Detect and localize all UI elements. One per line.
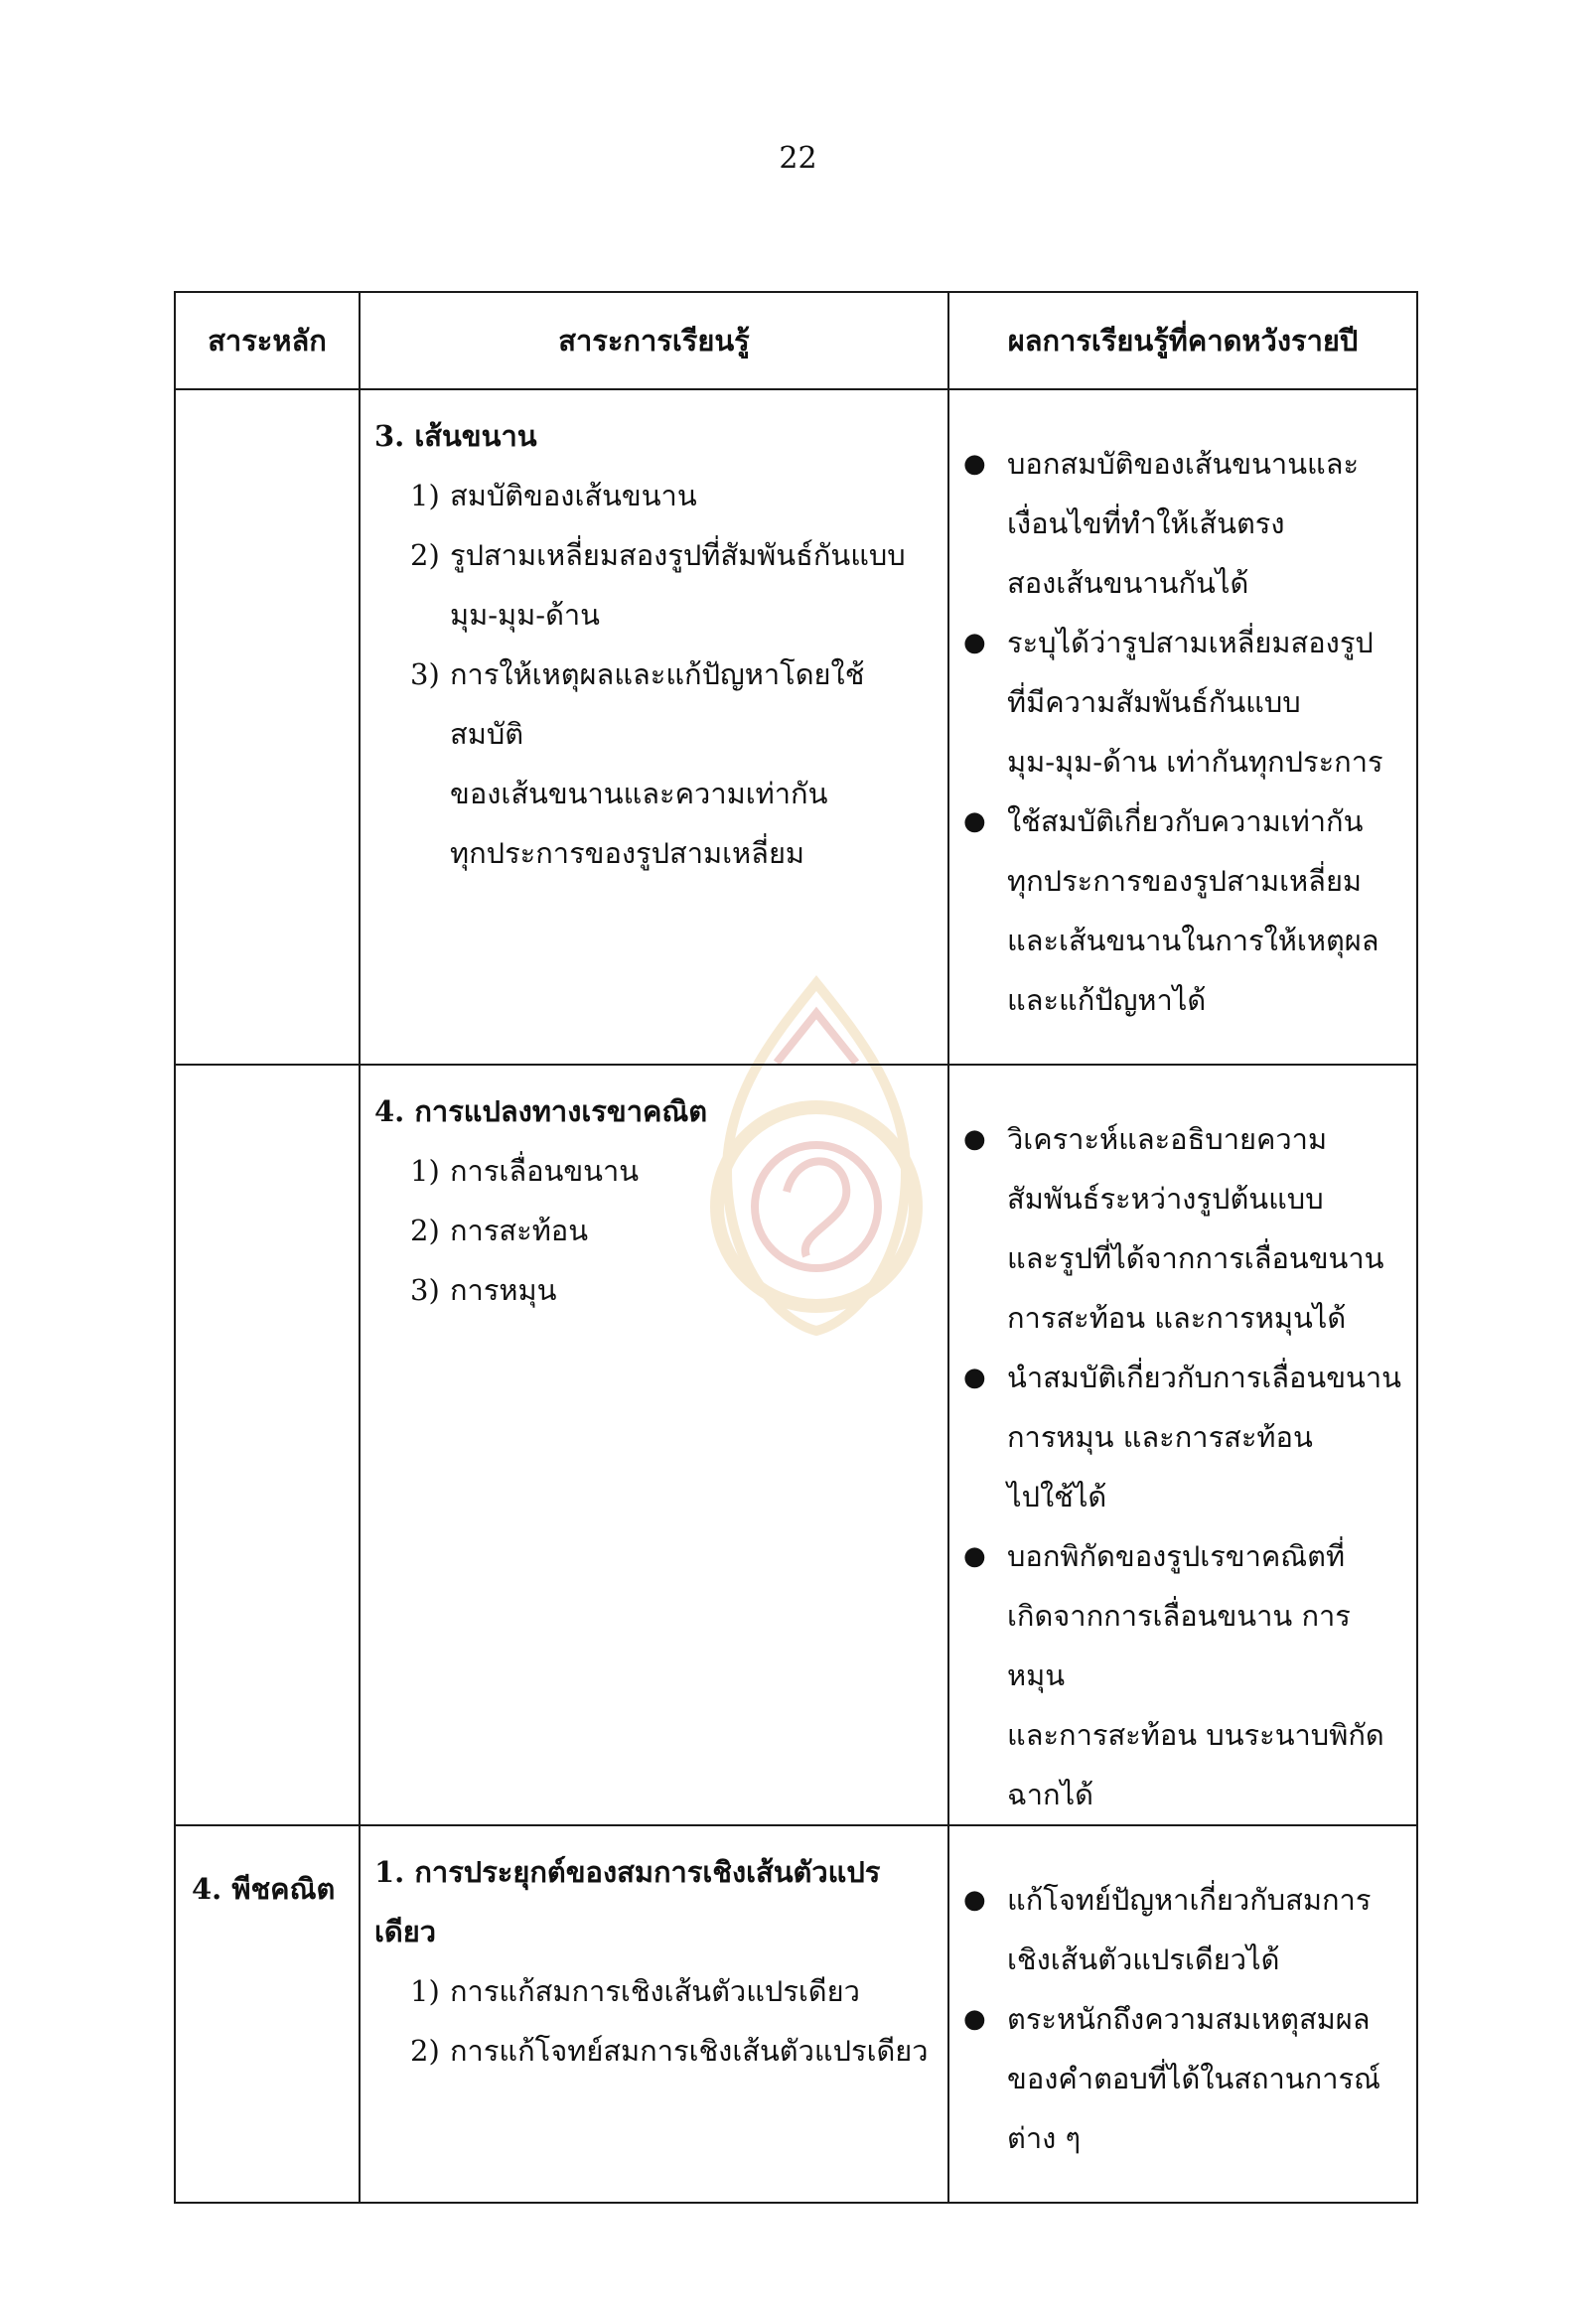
sub-item-number: 2) xyxy=(410,1214,440,1247)
content-cell xyxy=(360,1065,948,1825)
page-number: 22 xyxy=(779,141,817,176)
bullet-icon: ● xyxy=(963,1363,986,1392)
outcome-text-line: สัมพันธ์ระหว่างรูปต้นแบบ xyxy=(1007,1182,1324,1216)
strand-cell xyxy=(175,1065,360,1825)
outcome-text-line: และแก้ปัญหาได้ xyxy=(1007,983,1207,1017)
table-header-row xyxy=(175,292,1417,389)
outcome-text-line: เกิดจากการเลื่อนขนาน การหมุน xyxy=(1007,1599,1351,1692)
outcomes-cell xyxy=(948,1825,1417,2203)
content-cell xyxy=(360,1825,948,2203)
bullet-icon: ● xyxy=(963,1541,986,1571)
content-sub-item xyxy=(374,525,936,645)
outcome-text-line: ตระหนักถึงความสมเหตุสมผล xyxy=(1007,2002,1371,2036)
bullet-icon: ● xyxy=(963,1885,986,1915)
outcome-text-line: บอกสมบัติของเส้นขนานและ xyxy=(1007,447,1360,481)
outcome-text-line: แก้โจทย์ปัญหาเกี่ยวกับสมการ xyxy=(1007,1883,1372,1917)
strand-cell xyxy=(175,389,360,1065)
content-sub-item xyxy=(374,1961,936,2021)
sub-item-text-line: การแก้โจทย์สมการเชิงเส้นตัวแปรเดียว xyxy=(450,2034,929,2068)
outcome-text-line: ของคำตอบที่ได้ในสถานการณ์ xyxy=(1007,2062,1380,2095)
sub-item-number: 3) xyxy=(410,1273,440,1307)
bullet-icon: ● xyxy=(963,2004,986,2034)
content-sub-item xyxy=(374,645,936,883)
header-content: สาระการเรียนรู้ xyxy=(360,292,948,389)
content-sub-item xyxy=(374,1260,936,1320)
table-row xyxy=(175,1825,1417,2203)
outcome-item xyxy=(963,1870,1406,1989)
sub-item-text-line: ทุกประการของรูปสามเหลี่ยม xyxy=(450,836,805,870)
bullet-icon: ● xyxy=(963,628,986,657)
header-outcomes: ผลการเรียนรู้ที่คาดหวังรายปี xyxy=(948,292,1417,389)
sub-item-text-line: การสะท้อน xyxy=(450,1214,589,1247)
curriculum-table xyxy=(174,291,1418,2204)
outcome-text-line: สองเส้นขนานกันได้ xyxy=(1007,566,1249,600)
outcome-item xyxy=(963,1526,1406,1824)
header-strand: สาระหลัก xyxy=(175,292,360,389)
outcome-item xyxy=(963,792,1406,1030)
strand-label: 4. พีชคณิต xyxy=(192,1872,336,1906)
outcome-text-line: ต่าง ๆ xyxy=(1007,2121,1082,2155)
sub-item-text-line: การให้เหตุผลและแก้ปัญหาโดยใช้สมบัติ xyxy=(450,657,865,751)
topic-title: 3. เส้นขนาน xyxy=(374,419,537,453)
strand-label xyxy=(176,1066,359,1105)
table-row xyxy=(175,389,1417,1065)
sub-item-number: 1) xyxy=(410,479,440,512)
outcome-text-line: และการสะท้อน บนระนาบพิกัด xyxy=(1007,1718,1384,1752)
content-sub-item xyxy=(374,1201,936,1260)
outcome-text-line: ใช้สมบัติเกี่ยวกับความเท่ากัน xyxy=(1007,804,1364,838)
outcome-text-line: การหมุน และการสะท้อน xyxy=(1007,1420,1313,1454)
outcome-text-line: ทุกประการของรูปสามเหลี่ยม xyxy=(1007,864,1363,898)
outcome-text-line: ระบุได้ว่ารูปสามเหลี่ยมสองรูป xyxy=(1007,626,1374,659)
content-sub-item xyxy=(374,466,936,525)
outcome-text-line: บอกพิกัดของรูปเรขาคณิตที่ xyxy=(1007,1539,1346,1573)
outcomes-cell xyxy=(948,389,1417,1065)
outcome-text-line: เชิงเส้นตัวแปรเดียวได้ xyxy=(1007,1943,1280,1976)
sub-item-number: 2) xyxy=(410,2034,440,2068)
outcome-text-line: ไปใช้ได้ xyxy=(1007,1480,1107,1513)
sub-item-number: 2) xyxy=(410,538,440,572)
strand-cell xyxy=(175,1825,360,2203)
sub-item-number: 1) xyxy=(410,1974,440,2008)
outcomes-cell xyxy=(948,1065,1417,1825)
outcome-text-line: วิเคราะห์และอธิบายความ xyxy=(1007,1122,1328,1156)
content-sub-item xyxy=(374,2021,936,2081)
sub-item-text-line: สมบัติของเส้นขนาน xyxy=(450,479,697,512)
bullet-icon: ● xyxy=(963,449,986,479)
outcome-text-line: ฉากได้ xyxy=(1007,1778,1094,1811)
outcome-text-line: มุม-มุม-ด้าน เท่ากันทุกประการ xyxy=(1007,745,1383,779)
topic-title: 1. การประยุกต์ของสมการเชิงเส้นตัวแปรเดียว xyxy=(374,1855,881,1948)
sub-item-text-line: การแก้สมการเชิงเส้นตัวแปรเดียว xyxy=(450,1974,860,2008)
outcome-text-line: นำสมบัติเกี่ยวกับการเลื่อนขนาน xyxy=(1007,1361,1401,1394)
sub-item-number: 1) xyxy=(410,1154,440,1188)
outcome-text-line: ที่มีความสัมพันธ์กันแบบ xyxy=(1007,685,1301,719)
sub-item-text-line: การเลื่อนขนาน xyxy=(450,1154,640,1188)
outcome-item xyxy=(963,1989,1406,2168)
strand-label xyxy=(176,390,359,430)
outcome-text-line: การสะท้อน และการหมุนได้ xyxy=(1007,1301,1347,1335)
outcome-item xyxy=(963,613,1406,792)
sub-item-text-line: ของเส้นขนานและความเท่ากัน xyxy=(450,777,828,810)
table-row xyxy=(175,1065,1417,1825)
outcome-text-line: และเส้นขนานในการให้เหตุผล xyxy=(1007,924,1379,957)
outcome-item xyxy=(963,1109,1406,1348)
sub-item-text-line: มุม-มุม-ด้าน xyxy=(450,598,601,632)
bullet-icon: ● xyxy=(963,806,986,836)
sub-item-number: 3) xyxy=(410,657,440,691)
outcome-item xyxy=(963,1348,1406,1526)
sub-item-text-line: การหมุน xyxy=(450,1273,557,1307)
outcome-text-line: เงื่อนไขที่ทำให้เส้นตรง xyxy=(1007,506,1285,540)
outcome-item xyxy=(963,434,1406,613)
sub-item-text-line: รูปสามเหลี่ยมสองรูปที่สัมพันธ์กันแบบ xyxy=(450,538,906,572)
topic-title: 4. การแปลงทางเรขาคณิต xyxy=(374,1094,708,1128)
content-cell xyxy=(360,389,948,1065)
outcome-text-line: และรูปที่ได้จากการเลื่อนขนาน xyxy=(1007,1241,1384,1275)
content-sub-item xyxy=(374,1141,936,1201)
bullet-icon: ● xyxy=(963,1124,986,1154)
